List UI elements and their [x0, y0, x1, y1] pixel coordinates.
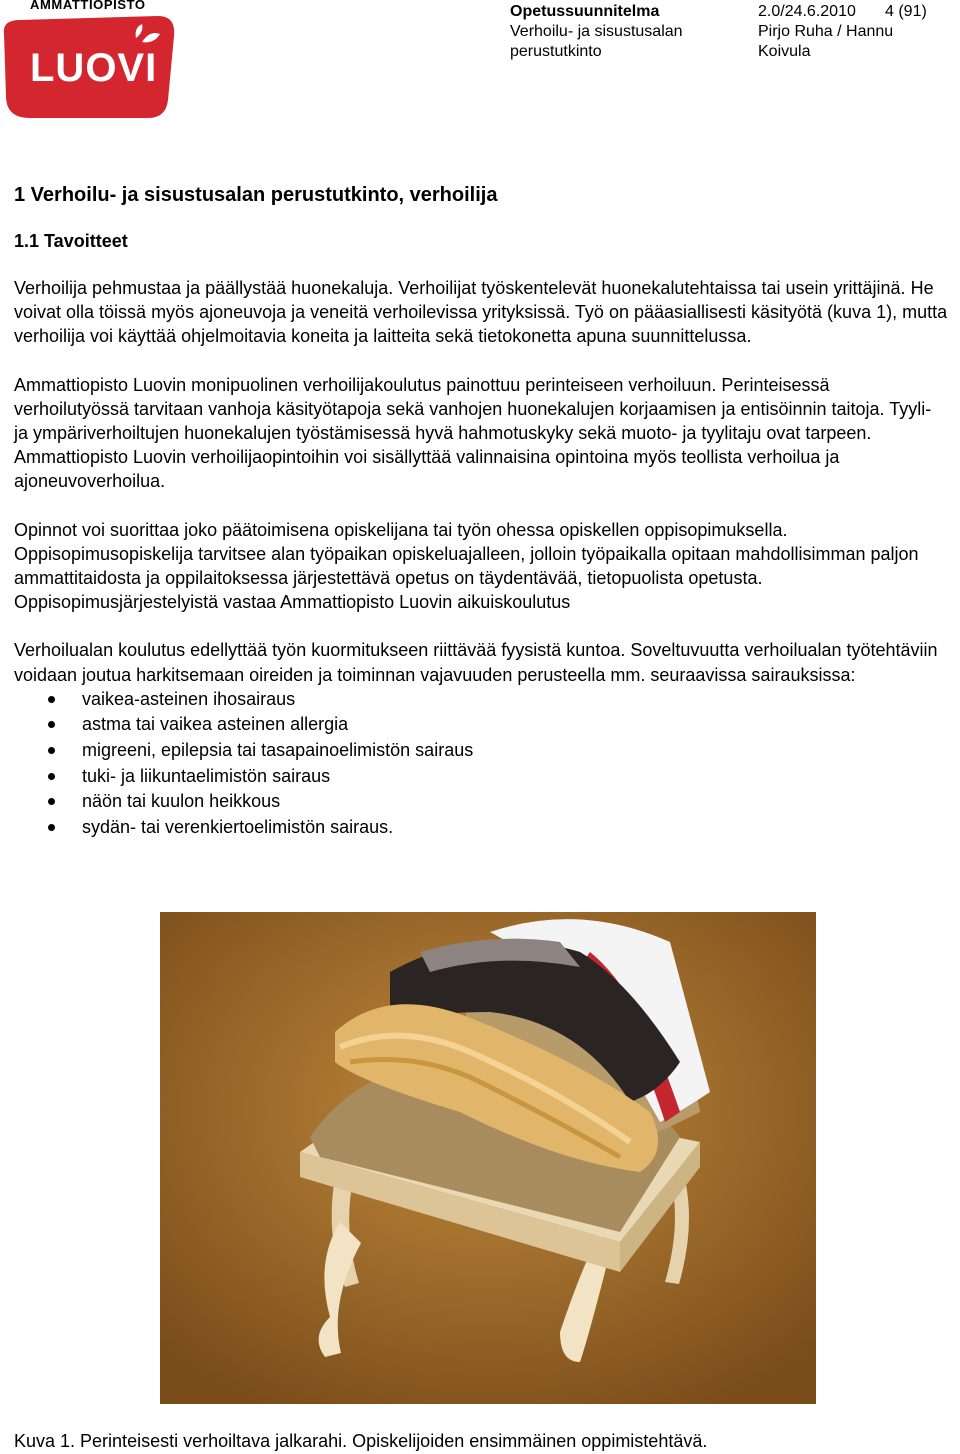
paragraph-1: Verhoilija pehmustaa ja päällystää huonekaluja. Verhoilijat työskentelevät huonekalutehtaissa tai usein yrittäjinä. He voivat olla töissä myös ajoneuvoja ja veneitä verhoilevissa yrityksissä. Työ on pääasiallisesti käsityötä (kuva 1), mutta verhoilija voi käyttää ohjelmoitavia koneita ja laitteita sekä tietokonetta apuna suunnittelussa.: [14, 278, 948, 347]
header-doc-title: Opetussuunnitelma: [510, 3, 660, 20]
list-item: tuki- ja liikuntaelimistön sairaus: [14, 764, 949, 790]
document-body: [14, 276, 949, 840]
header-authors-2: Koivula: [758, 43, 811, 60]
logo-wordmark: LUOVI: [30, 46, 158, 90]
footstool-photo: [160, 912, 816, 1404]
list-item: näön tai kuulon heikkous: [14, 789, 949, 815]
bullet-icon: [48, 747, 55, 754]
header-doc-subtitle-1: Verhoilu- ja sisustusalan: [510, 23, 683, 40]
header-page-number: 4 (91): [885, 3, 927, 20]
section-heading: 1 Verhoilu- ja sisustusalan perustutkinto, verhoilija: [14, 184, 498, 206]
paragraph-3: Opinnot voi suorittaa joko päätoimisena opiskelijana tai työn ohessa opiskellen oppisopimuksella. Oppisopimusopiskelija tarvitsee alan työpaikan opiskeluajalleen, jolloin työpaikalla opitaan mahdollisimman paljon ammattitaidosta ja oppilaitoksessa järjestettävä opetus on täydentävää, tietopuolista opetusta. Oppisopimusjärjestelyistä vastaa Ammattiopisto Luovin aikuiskoulutus: [14, 519, 919, 613]
header-doc-subtitle-2: perustutkinto: [510, 43, 602, 60]
paragraph-2: Ammattiopisto Luovin monipuolinen verhoilijakoulutus painottuu perinteiseen verhoiluun. Perinteisessä verhoilutyössä tarvitaan vanhoja käsityötapoja sekä vanhojen huonekalujen korjaamisen ja entisöinnin taitoja. Tyyli- ja ympäriverhoiltujen huonekalujen työstämisessä hyvä hahmotuskyky sekä muoto- ja tyylitaju ovat tarpeen. Ammattiopisto Luovin verhoilijaopintoihin voi sisällyttää valinnaisina opintoina myös teollista verhoilua ja ajoneuvoverhoilua.: [14, 374, 932, 492]
list-item: sydän- tai verenkiertoelimistön sairaus.: [14, 815, 949, 841]
bullet-icon: [48, 798, 55, 805]
header-authors-1: Pirjo Ruha / Hannu: [758, 23, 894, 40]
header-version: 2.0/24.6.2010: [758, 3, 856, 20]
bullet-icon: [48, 721, 55, 728]
luovi-logo: [0, 0, 180, 125]
condition-list: [14, 687, 949, 841]
bullet-icon: [48, 824, 55, 831]
list-item: vaikea-asteinen ihosairaus: [14, 687, 949, 713]
figure-caption: Kuva 1. Perinteisesti verhoiltava jalkarahi. Opiskelijoiden ensimmäinen oppimistehtävä.: [14, 1431, 708, 1451]
subsection-heading: 1.1 Tavoitteet: [14, 231, 128, 251]
paragraph-4: Verhoilualan koulutus edellyttää työn kuormitukseen riittävää fyysistä kuntoa. Soveltuvuutta verhoilualan työtehtäviin voidaan joutua harkitsemaan oireiden ja toiminnan vajavuuden perusteella mm. seuraavissa sairauksissa:: [14, 640, 938, 685]
logo-top-text: AMMATTIOPISTO: [30, 0, 146, 12]
bullet-icon: [48, 696, 55, 703]
bullet-icon: [48, 773, 55, 780]
list-item: migreeni, epilepsia tai tasapainoelimistön sairaus: [14, 738, 949, 764]
list-item: astma tai vaikea asteinen allergia: [14, 712, 949, 738]
